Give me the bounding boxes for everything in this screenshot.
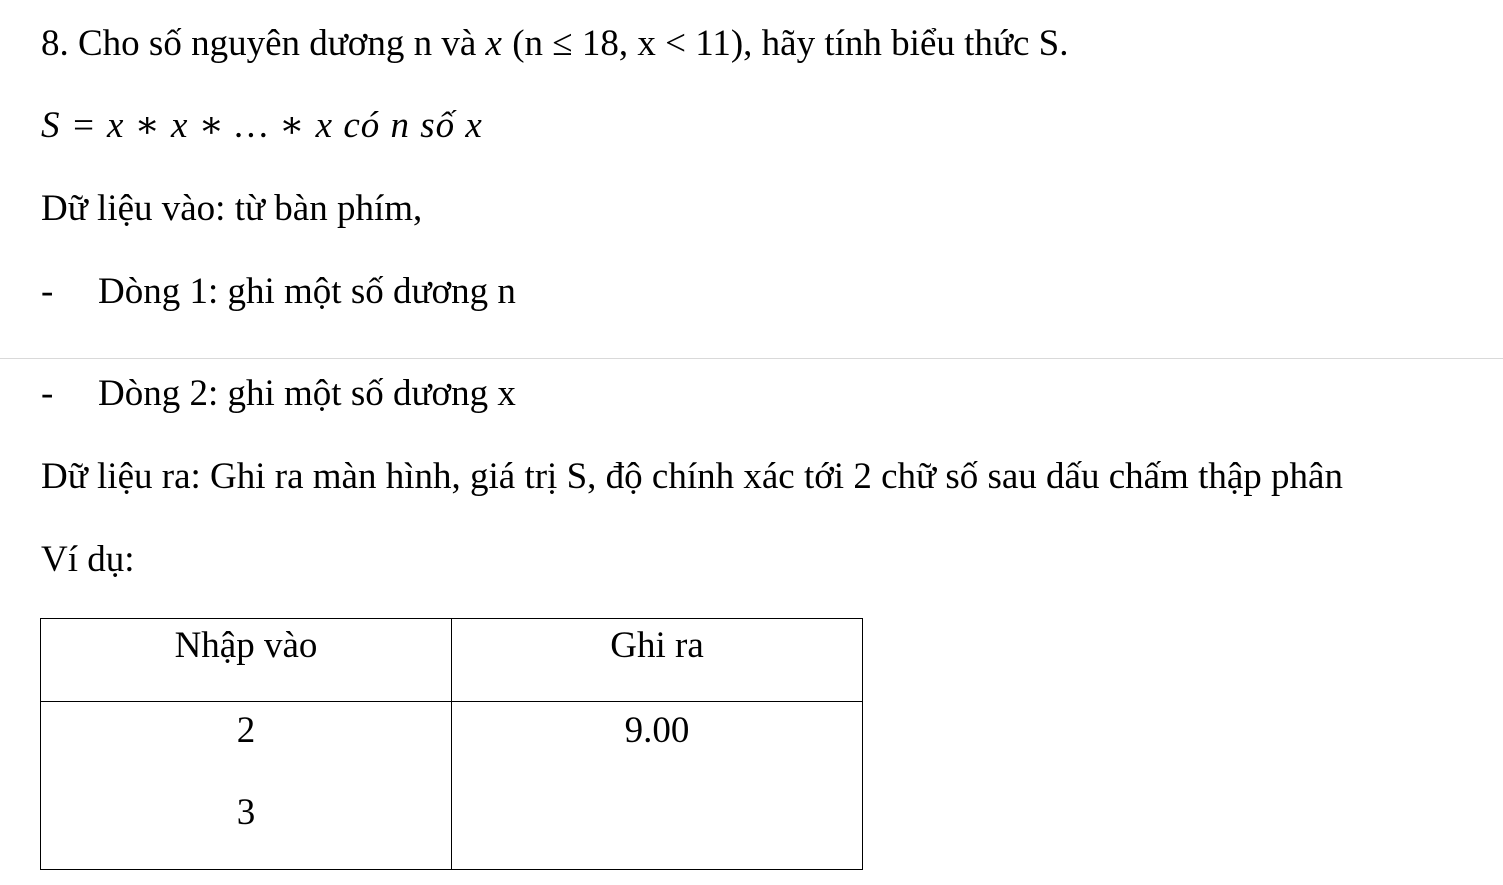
statement-prefix: 8. Cho số nguyên dương n và <box>41 23 486 64</box>
formula: S = x ∗ x ∗ … ∗ x có n số x <box>41 105 483 146</box>
example-heading: Ví dụ: <box>41 539 135 580</box>
header-input: Nhập vào <box>41 619 452 702</box>
table-header-row <box>41 619 863 702</box>
problem-statement <box>41 22 1068 66</box>
input-value: 3 <box>236 792 256 833</box>
example-table <box>40 618 863 870</box>
table-row <box>41 702 863 870</box>
input-value: 2 <box>236 710 256 751</box>
output-cell <box>452 702 863 870</box>
input-line-text: Dòng 1: ghi một số dương n <box>98 271 516 312</box>
bullet-dash: - <box>41 271 54 312</box>
bullet-dash: - <box>41 373 54 414</box>
output-heading: Dữ liệu ra: Ghi ra màn hình, giá trị S, độ chính xác tới 2 chữ số sau dấu chấm thập phân <box>41 456 1343 497</box>
header-output: Ghi ra <box>452 619 863 702</box>
input-heading: Dữ liệu vào: từ bàn phím, <box>41 188 423 229</box>
input-cell <box>41 702 452 870</box>
statement-suffix: (n ≤ 18, x < 11), hãy tính biểu thức S. <box>502 23 1069 64</box>
page-divider <box>0 358 1503 359</box>
statement-variable: x <box>485 23 503 64</box>
input-line-text: Dòng 2: ghi một số dương x <box>98 373 516 414</box>
output-value: 9.00 <box>624 710 690 751</box>
